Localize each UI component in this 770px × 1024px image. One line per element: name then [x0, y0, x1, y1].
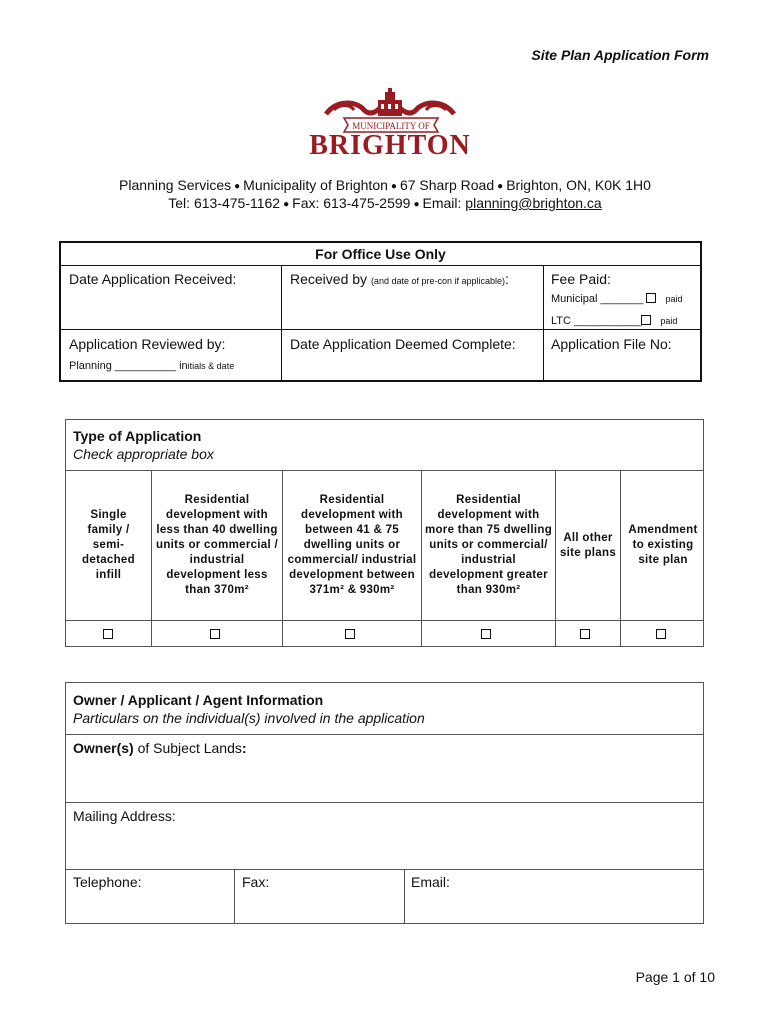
ltc-paid-checkbox[interactable] [641, 315, 651, 325]
type-options-grid [66, 470, 703, 646]
type-option-amendment: Amendment to existing site plan [628, 524, 698, 566]
checkbox-amendment[interactable] [656, 629, 666, 639]
phone-number: Tel: 613-475-1162 [168, 195, 281, 211]
office-use-table [59, 241, 702, 382]
owners-label: Owner(s) of Subject Lands: [73, 740, 247, 756]
email-label: Email: [411, 874, 450, 890]
reviewed-by-label: Application Reviewed by: [69, 336, 226, 352]
municipal-paid-checkbox[interactable] [646, 293, 656, 303]
page-number: Page 1 of 10 [635, 969, 715, 985]
planning-initials: Planning __________ initials & date [69, 360, 235, 372]
type-section-subtitle: Check appropriate box [73, 446, 214, 462]
date-received-label: Date Application Received: [69, 271, 237, 287]
type-section-title: Type of Application [73, 428, 202, 444]
owner-information-section [65, 682, 704, 924]
ltc-fee-row: LTC ___________ paid [551, 315, 678, 327]
type-option-single-family: Single family / semi-detached infill [82, 509, 135, 581]
logo-text-big: BRIGHTON [309, 130, 471, 158]
checkbox-41-to-75[interactable] [345, 629, 355, 639]
owner-section-title: Owner / Applicant / Agent Information [73, 692, 324, 708]
fax-number: Fax: 613-475-2599 [292, 195, 411, 211]
telephone-label: Telephone: [73, 874, 142, 890]
logo-text-small: MUNICIPALITY OF [352, 121, 430, 131]
mailing-address-label: Mailing Address: [73, 808, 176, 824]
fee-paid-label: Fee Paid: [551, 271, 611, 287]
type-option-other: All other site plans [559, 531, 617, 559]
office-use-heading: For Office Use Only [61, 243, 700, 266]
municipality-logo [278, 88, 502, 158]
file-no-label: Application File No: [551, 336, 672, 352]
type-of-application-section [65, 419, 704, 647]
received-by-label: Received by (and date of pre-con if applicable): [290, 271, 509, 287]
fax-label: Fax: [242, 874, 270, 890]
form-title: Site Plan Application Form [531, 47, 709, 63]
contact-line-1: Planning Services ● Municipality of Brighton ● 67 Sharp Road ● Brighton, ON, K0K 1H0 [119, 177, 651, 193]
checkbox-single-family[interactable] [103, 629, 113, 639]
checkbox-other[interactable] [580, 629, 590, 639]
contact-line-2: Tel: 613-475-1162 ● Fax: 613-475-2599 ● Email: planning@brighton.ca [168, 195, 602, 211]
deemed-complete-label: Date Application Deemed Complete: [290, 336, 516, 352]
municipal-fee-row: Municipal _______ paid [551, 293, 683, 305]
type-option-over-75: Residential development with more than 75 dwelling units or commercial/ industrial development greater than 930m² [424, 494, 553, 596]
type-option-under-40: Residential development with less than 40 dwelling units or commercial / industrial development less than 370m² [156, 494, 278, 596]
owner-section-subtitle: Particulars on the individual(s) involved in the application [73, 710, 425, 726]
type-option-41-to-75: Residential development with between 41 & 75 dwelling units or commercial/ industrial development between 371m² & 930m² [287, 494, 417, 596]
email-link[interactable]: planning@brighton.ca [465, 195, 602, 211]
checkbox-over-75[interactable] [481, 629, 491, 639]
checkbox-under-40[interactable] [210, 629, 220, 639]
